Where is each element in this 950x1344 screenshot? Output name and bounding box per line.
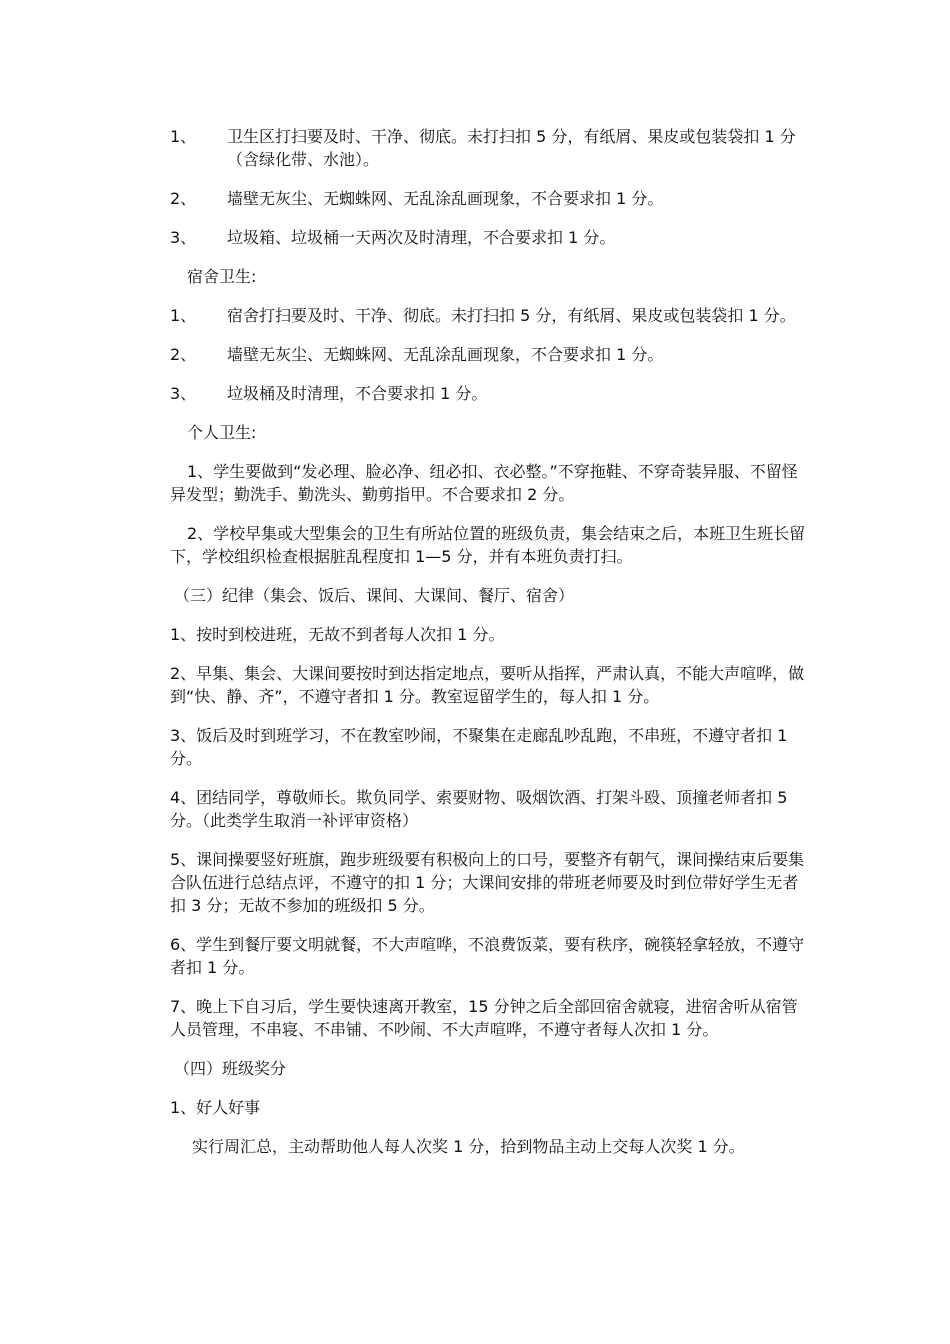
paragraph: 1、学生要做到“发必理、脸必净、纽必扣、衣必整。”不穿拖鞋、不穿奇装异服、不留怪异发型；勤洗手、勤洗头、勤剪指甲。不合要求扣 2 分。 xyxy=(170,462,798,504)
section-heading-discipline: （三）纪律（集会、饭后、课间、大课间、餐厅、宿舍） xyxy=(174,586,575,605)
list-item xyxy=(170,226,810,249)
section-heading-personal: 个人卫生: xyxy=(187,423,257,442)
item-text: 墙壁无灰尘、无蜘蛛网、无乱涂乱画现象，不合要求扣 1 分。 xyxy=(227,345,664,364)
item-number: 2、 xyxy=(170,189,197,208)
paragraph: 实行周汇总，主动帮助他人每人次奖 1 分，拾到物品主动上交每人次奖 1 分。 xyxy=(192,1137,745,1156)
subheading-good-deeds: 1、好人好事 xyxy=(170,1098,261,1117)
item-text: 卫生区打扫要及时、干净、彻底。未打扫扣 5 分，有纸屑、果皮或包装袋扣 1 分（含绿化带、水池）。 xyxy=(227,127,796,169)
paragraph: 7、晚上下自习后，学生要快速离开教室，15 分钟之后全部回宿舍就寝，进宿舍听从宿管人员管理，不串寝、不串铺、不吵闹、不大声喧哗，不遵守者每人次扣 1 分。 xyxy=(170,997,798,1039)
list-item xyxy=(170,382,810,405)
paragraph: 6、学生到餐厅要文明就餐，不大声喧哗，不浪费饭菜，要有秩序，碗筷轻拿轻放，不遵守者扣 1 分。 xyxy=(170,935,805,977)
list-item xyxy=(170,343,810,366)
paragraph: 3、饭后及时到班学习，不在教室吵闹，不聚集在走廊乱吵乱跑，不串班，不遵守者扣 1 分。 xyxy=(170,726,788,768)
item-text: 墙壁无灰尘、无蜘蛛网、无乱涂乱画现象，不合要求扣 1 分。 xyxy=(227,189,664,208)
section-heading-dorm: 宿舍卫生: xyxy=(187,267,257,286)
paragraph: 5、课间操要竖好班旗，跑步班级要有积极向上的口号，要整齐有朝气，课间操结束后要集合队伍进行总结点评，不遵守的扣 1 分；大课间安排的带班老师要及时到位带好学生无者扣 3 分；无故不参加的班级扣 5 分。 xyxy=(170,850,805,915)
item-number: 1、 xyxy=(170,306,197,325)
item-number: 1、 xyxy=(170,127,197,146)
paragraph: 2、学校早集或大型集会的卫生有所站位置的班级负责，集会结束之后，本班卫生班长留下，学校组织检查根据脏乱程度扣 1—5 分，并有本班负责打扫。 xyxy=(170,524,806,566)
list-item xyxy=(170,125,810,171)
section-heading-rewards: （四）班级奖分 xyxy=(174,1059,287,1078)
item-number: 3、 xyxy=(170,228,197,247)
item-number: 3、 xyxy=(170,384,197,403)
item-number: 2、 xyxy=(170,345,197,364)
paragraph: 1、按时到校进班，无故不到者每人次扣 1 分。 xyxy=(170,625,505,644)
paragraph: 4、团结同学，尊敬师长。欺负同学、索要财物、吸烟饮酒、打架斗殴、顶撞老师者扣 5 分。（此类学生取消一补评审资格） xyxy=(170,788,788,830)
item-text: 垃圾箱、垃圾桶一天两次及时清理，不合要求扣 1 分。 xyxy=(227,228,616,247)
document-page xyxy=(170,125,810,1174)
item-text: 垃圾桶及时清理，不合要求扣 1 分。 xyxy=(227,384,488,403)
item-text: 宿舍打扫要及时、干净、彻底。未打扫扣 5 分，有纸屑、果皮或包装袋扣 1 分。 xyxy=(227,306,796,325)
list-item xyxy=(170,304,810,327)
list-item xyxy=(170,187,810,210)
paragraph: 2、早集、集会、大课间要按时到达指定地点，要听从指挥，严肃认真，不能大声喧哗，做到“快、静、齐”，不遵守者扣 1 分。教室逗留学生的，每人扣 1 分。 xyxy=(170,664,805,706)
